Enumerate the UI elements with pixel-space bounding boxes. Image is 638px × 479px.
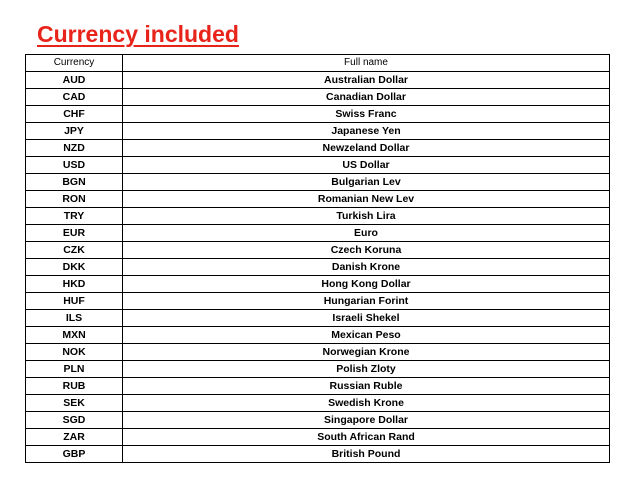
currency-name-cell: British Pound xyxy=(123,446,610,463)
column-header-full-name: Full name xyxy=(123,55,610,72)
table-row xyxy=(26,174,610,191)
currency-name-cell: Singapore Dollar xyxy=(123,412,610,429)
table-row xyxy=(26,361,610,378)
currency-code-cell: BGN xyxy=(26,174,123,191)
currency-code-cell: DKK xyxy=(26,259,123,276)
table-row xyxy=(26,276,610,293)
currency-code-cell: RON xyxy=(26,191,123,208)
currency-code-cell: HKD xyxy=(26,276,123,293)
table-row xyxy=(26,208,610,225)
table-row xyxy=(26,429,610,446)
table-row xyxy=(26,412,610,429)
currency-code-cell: NOK xyxy=(26,344,123,361)
table-row xyxy=(26,89,610,106)
currency-code-cell: ZAR xyxy=(26,429,123,446)
currency-code-cell: USD xyxy=(26,157,123,174)
table-row xyxy=(26,446,610,463)
currency-code-cell: JPY xyxy=(26,123,123,140)
currency-name-cell: Romanian New Lev xyxy=(123,191,610,208)
table-row xyxy=(26,327,610,344)
currency-code-cell: CAD xyxy=(26,89,123,106)
column-header-currency: Currency xyxy=(26,55,123,72)
currency-name-cell: Israeli Shekel xyxy=(123,310,610,327)
currency-code-cell: CZK xyxy=(26,242,123,259)
currency-name-cell: Hong Kong Dollar xyxy=(123,276,610,293)
table-row xyxy=(26,140,610,157)
currency-name-cell: Newzeland Dollar xyxy=(123,140,610,157)
currency-code-cell: NZD xyxy=(26,140,123,157)
currency-code-cell: EUR xyxy=(26,225,123,242)
currency-name-cell: Swiss Franc xyxy=(123,106,610,123)
currency-code-cell: RUB xyxy=(26,378,123,395)
currency-code-cell: ILS xyxy=(26,310,123,327)
currency-code-cell: PLN xyxy=(26,361,123,378)
currency-name-cell: US Dollar xyxy=(123,157,610,174)
table-row xyxy=(26,225,610,242)
page-title: Currency included xyxy=(37,21,239,47)
currency-name-cell: Swedish Krone xyxy=(123,395,610,412)
currency-name-cell: Euro xyxy=(123,225,610,242)
currency-code-cell: HUF xyxy=(26,293,123,310)
currency-name-cell: South African Rand xyxy=(123,429,610,446)
table-row xyxy=(26,378,610,395)
currency-code-cell: CHF xyxy=(26,106,123,123)
currency-name-cell: Hungarian Forint xyxy=(123,293,610,310)
currency-code-cell: MXN xyxy=(26,327,123,344)
currency-code-cell: TRY xyxy=(26,208,123,225)
table-row xyxy=(26,191,610,208)
currency-name-cell: Canadian Dollar xyxy=(123,89,610,106)
table-row xyxy=(26,157,610,174)
currency-name-cell: Danish Krone xyxy=(123,259,610,276)
currency-code-cell: AUD xyxy=(26,72,123,89)
currency-name-cell: Polish Zloty xyxy=(123,361,610,378)
table-row xyxy=(26,293,610,310)
table-row xyxy=(26,395,610,412)
table-body xyxy=(26,72,610,463)
currency-table xyxy=(25,54,610,463)
currency-code-cell: GBP xyxy=(26,446,123,463)
currency-name-cell: Mexican Peso xyxy=(123,327,610,344)
table-row xyxy=(26,310,610,327)
currency-code-cell: SGD xyxy=(26,412,123,429)
currency-name-cell: Norwegian Krone xyxy=(123,344,610,361)
currency-name-cell: Australian Dollar xyxy=(123,72,610,89)
table-row xyxy=(26,344,610,361)
currency-name-cell: Turkish Lira xyxy=(123,208,610,225)
table-row xyxy=(26,72,610,89)
table-header-row xyxy=(26,55,610,72)
currency-code-cell: SEK xyxy=(26,395,123,412)
table-row xyxy=(26,123,610,140)
currency-name-cell: Bulgarian Lev xyxy=(123,174,610,191)
table-row xyxy=(26,259,610,276)
currency-name-cell: Japanese Yen xyxy=(123,123,610,140)
currency-name-cell: Russian Ruble xyxy=(123,378,610,395)
currency-name-cell: Czech Koruna xyxy=(123,242,610,259)
table-row xyxy=(26,106,610,123)
table-row xyxy=(26,242,610,259)
